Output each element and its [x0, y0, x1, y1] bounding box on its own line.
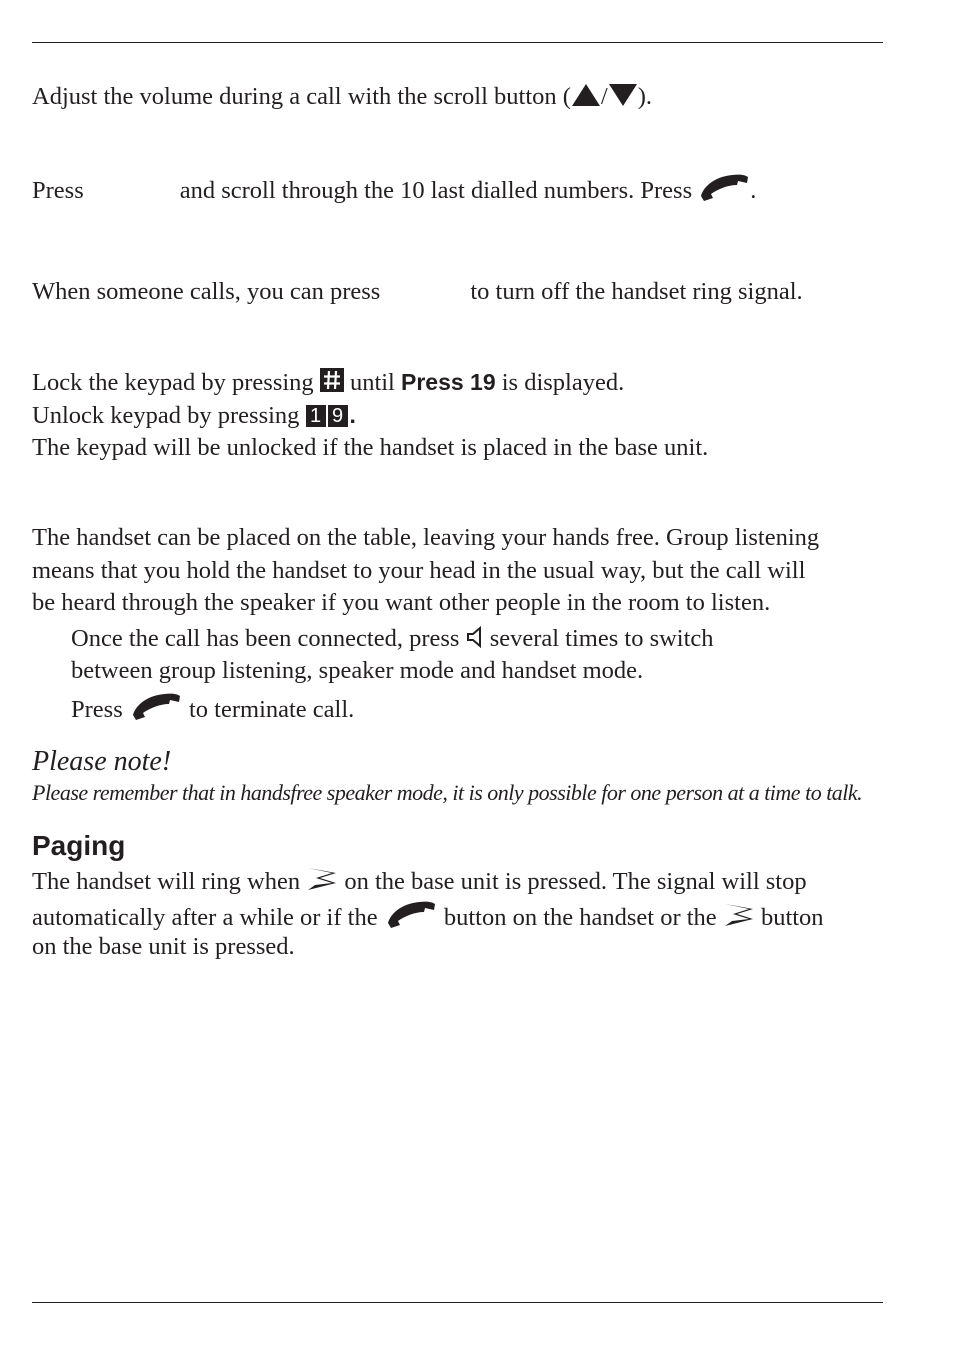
step1-text-end: several times to switch	[489, 625, 714, 652]
handsfree-step-1	[71, 623, 714, 655]
volume-text: Adjust the volume during a call with the scroll button (	[32, 83, 571, 110]
speaker-icon	[466, 625, 484, 649]
redial-instruction	[32, 172, 756, 207]
phone-handset-icon	[698, 172, 750, 202]
keypad-auto-unlock-line: The keypad will be unlocked if the handset is placed in the base unit.	[32, 434, 709, 461]
keypad-unlock-line	[32, 399, 356, 432]
key-1-icon: 1	[306, 405, 326, 427]
redial-press: Press	[32, 177, 84, 204]
keypad-lock-line	[32, 366, 624, 399]
top-rule	[32, 42, 883, 43]
redial-text: and scroll through the 10 last dialled numbers. Press	[179, 177, 693, 204]
paging-line2-mid: button on the handset or the	[443, 904, 717, 931]
ring-off-text: When someone calls, you can press	[32, 278, 381, 305]
unlock-text-end: .	[349, 402, 356, 428]
handsfree-step-1-cont: between group listening, speaker mode and handset mode.	[71, 657, 644, 684]
redial-text-end: .	[750, 177, 757, 204]
handsfree-step-2	[71, 691, 354, 726]
triangle-up-icon	[571, 83, 601, 107]
step2-text: Press	[71, 696, 123, 723]
note-text: Please remember that in handsfree speaker mode, it is only possible for one person at a time to talk.	[32, 780, 863, 805]
triangle-down-icon	[608, 83, 638, 107]
unlock-text: Unlock keypad by pressing	[32, 402, 300, 429]
handsfree-para-line-3: be heard through the speaker if you want other people in the room to listen.	[32, 589, 771, 616]
paging-icon	[723, 902, 755, 928]
paging-line2-end: button	[760, 904, 824, 931]
paging-icon	[306, 866, 338, 892]
paging-text: The handset will ring when	[32, 868, 301, 895]
lock-text: Lock the keypad by pressing	[32, 369, 314, 396]
hash-key-icon	[320, 368, 344, 392]
step1-text: Once the call has been connected, press	[71, 625, 460, 652]
volume-instruction	[32, 81, 652, 113]
handsfree-para-line-1: The handset can be placed on the table, leaving your hands free. Group listening	[32, 524, 820, 551]
note-title: Please note!	[32, 746, 172, 777]
lock-until: until	[349, 369, 395, 396]
paging-line-1	[32, 866, 807, 898]
phone-handset-icon	[129, 691, 183, 721]
ring-off-instruction	[32, 276, 803, 308]
volume-text-end: ).	[637, 83, 653, 110]
lock-text-end: is displayed.	[501, 369, 625, 396]
bottom-rule	[32, 1302, 883, 1303]
ring-off-text-end: to turn off the handset ring signal.	[470, 278, 803, 305]
step2-text-end: to terminate call.	[188, 696, 355, 723]
volume-slash: /	[600, 83, 608, 110]
paging-text-end: on the base unit is pressed. The signal will stop	[344, 868, 807, 895]
key-9-icon: 9	[328, 405, 348, 427]
display-text-press-19: Press 19	[400, 369, 496, 395]
paging-heading: Paging	[32, 830, 126, 861]
paging-line2-text: automatically after a while or if the	[32, 904, 378, 931]
phone-handset-icon	[384, 899, 438, 929]
paging-line-3: on the base unit is pressed.	[32, 933, 295, 960]
paging-line-2	[32, 899, 824, 934]
handsfree-para-line-2: means that you hold the handset to your head in the usual way, but the call will	[32, 557, 806, 584]
